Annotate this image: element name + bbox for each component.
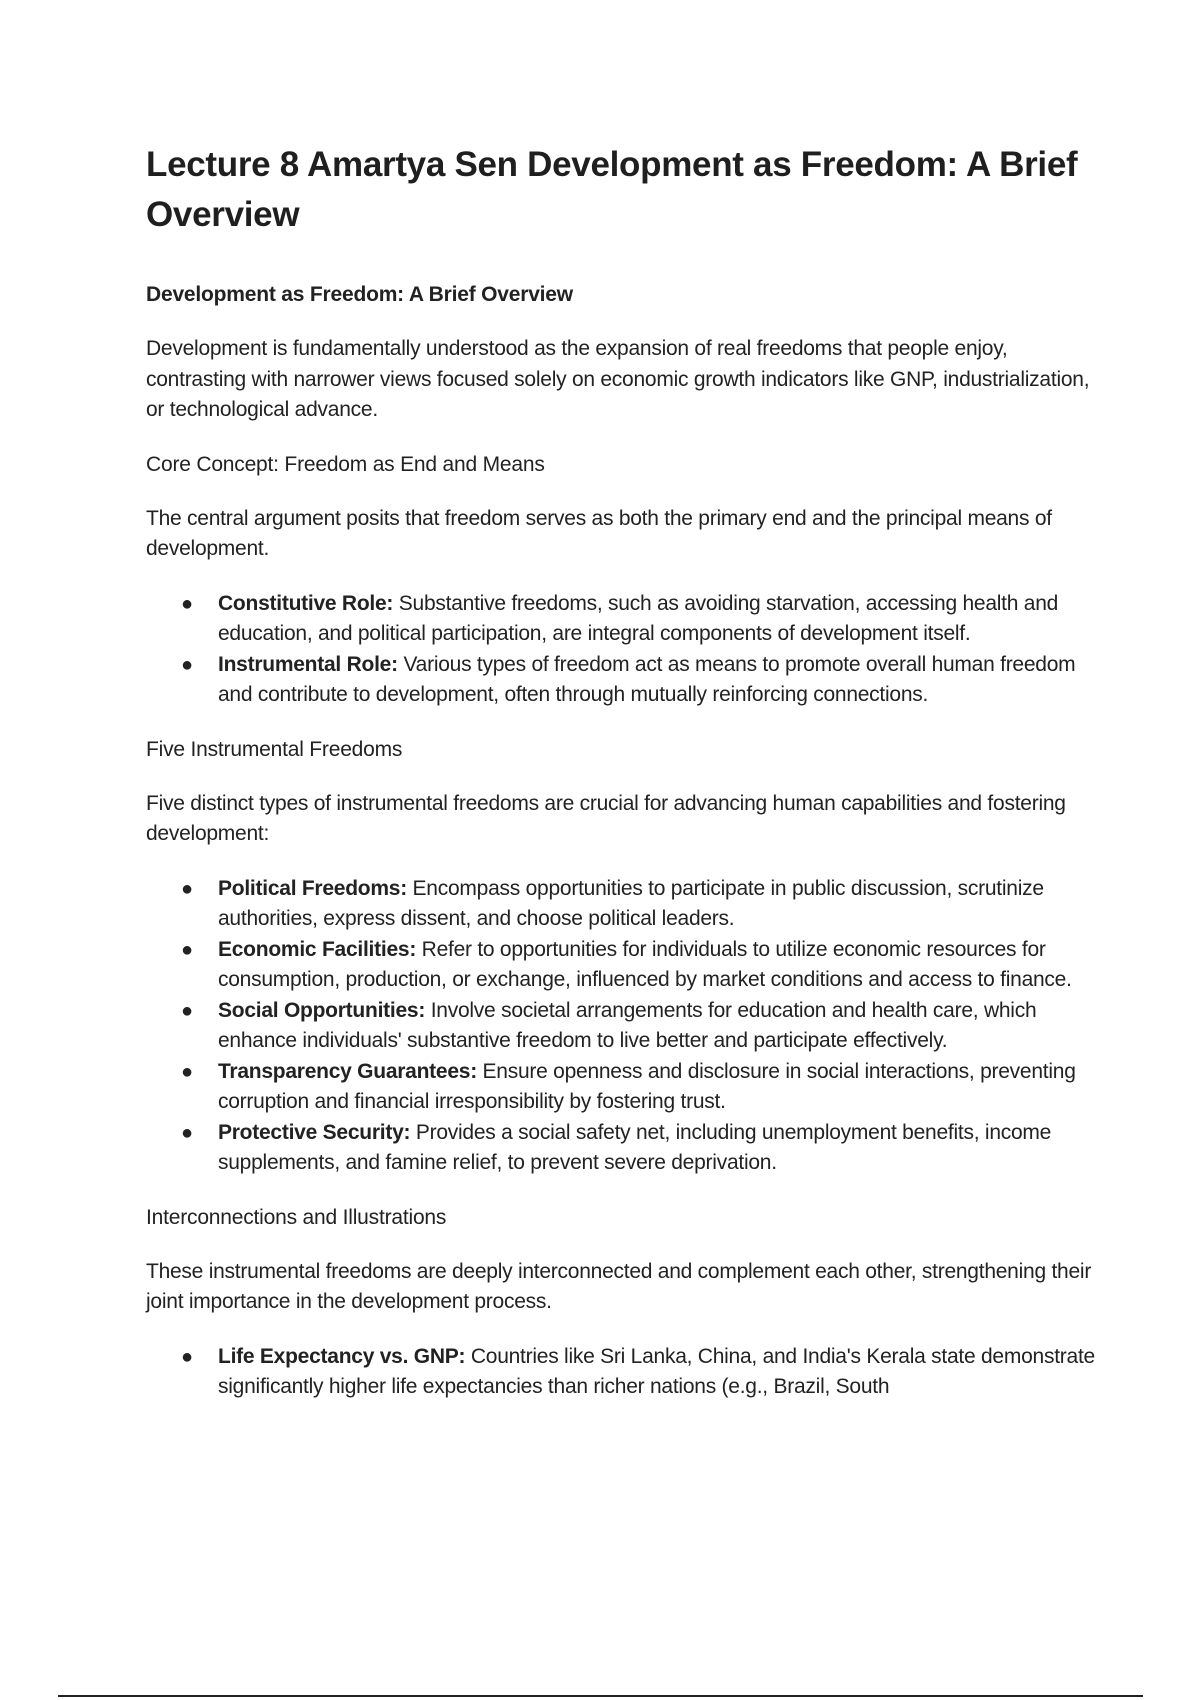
bullet-icon: ● — [181, 592, 193, 615]
document-title: Lecture 8 Amartya Sen Development as Freedom: A Brief Overview — [146, 145, 1078, 234]
list-item-term: Instrumental Role: — [218, 652, 398, 676]
list-item-desc: Substantive freedoms, such as avoiding starvation, accessing health and education, and political participation, are integral components of development itself. — [218, 591, 1059, 645]
list-item — [181, 874, 1096, 935]
list-item-term: Constitutive Role: — [218, 591, 394, 615]
list-item — [181, 935, 1096, 996]
bullet-icon: ● — [181, 1345, 193, 1368]
document-page — [146, 140, 1096, 1427]
bullet-icon: ● — [181, 999, 193, 1022]
bullet-icon: ● — [181, 1121, 193, 1144]
list-item — [181, 1118, 1096, 1179]
inter-paragraph: These instrumental freedoms are deeply interconnected and complement each other, strengthening their joint importance in the development process. — [146, 1259, 1092, 1313]
list-item-term: Economic Facilities: — [218, 937, 417, 961]
page-bottom-rule — [58, 1695, 1143, 1697]
section-heading-inter: Interconnections and Illustrations — [146, 1205, 447, 1229]
list-item — [181, 650, 1096, 711]
bullet-icon: ● — [181, 653, 193, 676]
list-item-term: Transparency Guarantees: — [218, 1059, 477, 1083]
list-item-term: Protective Security: — [218, 1120, 411, 1144]
bullet-icon: ● — [181, 877, 193, 900]
list-item-term: Political Freedoms: — [218, 876, 407, 900]
list-item-desc: Encompass opportunities to participate in public discussion, scrutinize authorities, express dissent, and choose political leaders. — [218, 876, 1044, 930]
list-item — [181, 996, 1096, 1057]
list-item-desc: Provides a social safety net, including unemployment benefits, income supplements, and famine relief, to prevent severe deprivation. — [218, 1120, 1052, 1174]
list-item-term: Life Expectancy vs. GNP: — [218, 1344, 466, 1368]
list-item-desc: Countries like Sri Lanka, China, and India's Kerala state demonstrate significantly higher life expectancies than richer nations (e.g., Brazil, South — [218, 1344, 1095, 1398]
list-item-desc: Various types of freedom act as means to promote overall human freedom and contribute to development, often through mutually reinforcing connections. — [218, 652, 1076, 706]
intro-paragraph: Development is fundamentally understood as the expansion of real freedoms that people enjoy, contrasting with narrower views focused solely on economic growth indicators like GNP, industrialization, or technological advance. — [146, 337, 1090, 421]
list-item-desc: Involve societal arrangements for education and health care, which enhance individuals' substantive freedom to live better and participate effectively. — [218, 998, 1037, 1052]
list-item — [181, 1342, 1096, 1403]
list-item-desc: Refer to opportunities for individuals to utilize economic resources for consumption, production, or exchange, influenced by market conditions and access to finance. — [218, 937, 1072, 991]
list-item-desc: Ensure openness and disclosure in social interactions, preventing corruption and financial irresponsibility by fostering trust. — [218, 1059, 1076, 1113]
core-list — [146, 589, 1096, 711]
subheading: Development as Freedom: A Brief Overview — [146, 283, 573, 306]
section-heading-core: Core Concept: Freedom as End and Means — [146, 452, 545, 476]
list-item — [181, 589, 1096, 650]
list-item — [181, 1057, 1096, 1118]
bullet-icon: ● — [181, 938, 193, 961]
five-paragraph: Five distinct types of instrumental freedoms are crucial for advancing human capabilities and fostering development: — [146, 791, 1066, 845]
core-paragraph: The central argument posits that freedom serves as both the primary end and the principal means of development. — [146, 506, 1052, 560]
list-item-term: Social Opportunities: — [218, 998, 426, 1022]
inter-list — [146, 1342, 1096, 1403]
section-heading-five: Five Instrumental Freedoms — [146, 737, 403, 761]
bullet-icon: ● — [181, 1060, 193, 1083]
five-list — [146, 874, 1096, 1179]
